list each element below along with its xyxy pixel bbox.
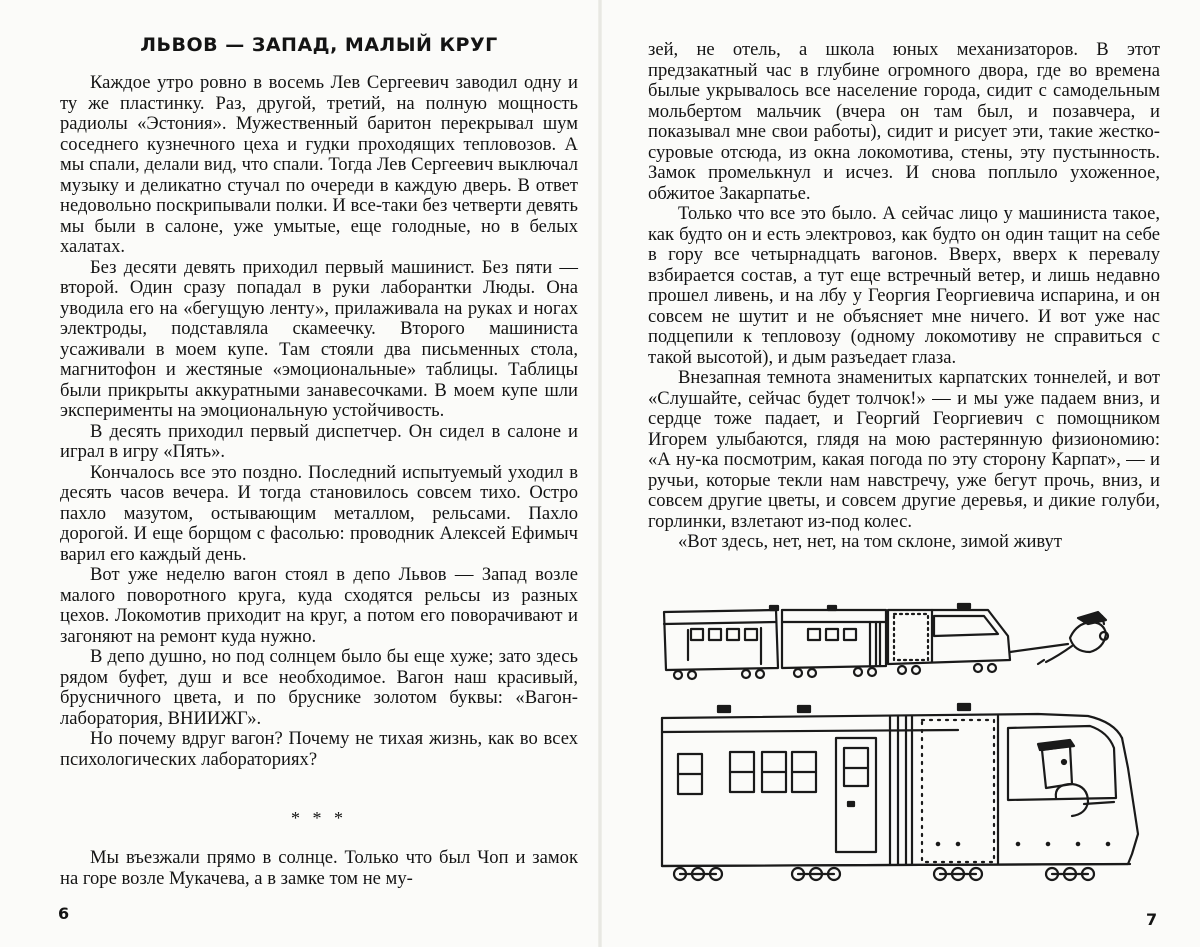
paragraph: Без десяти девять приходил первый машинист. Без пяти — второй. Один сразу попадал в руки лаборантки Люды. Она уводила его на «бегущую ленту», прилаживала на руках и ногах электроды, подставляла скамеечку. Второго машиниста усаживали в моем купе. Там стояли два письменных стола, магнитофон и жестяные «эмоциональные» таблицы. Таблицы были прикрыты аккуратными занавесочками. В моем купе шли эксперименты на эмоциональную устойчивость. [60,256,578,421]
paragraph: Кончалось все это поздно. Последний испытуемый уходил в десять часов вечера. И тогда становилось совсем тихо. Остро пахло мазутом, остывающим металлом, рельсами. Пахло дорогой. И еще борщом с фасолью: проводник Алексей Ефимыч варил его каждый день. [60,461,578,565]
paragraph: «Вот здесь, нет, нет, на том склоне, зимой живут [678,531,1062,552]
section-separator: * * * [291,808,347,828]
paragraph: Каждое утро ровно в восемь Лев Сергеевич заводил одну и ту же пластинку. Раз, другой, третий, на полную мощность радиолы «Эстония». Мужественный баритон перекрывал шум соседнего кузнечного цеха и гудки проходящих тепловозов. А мы спали, делали вид, что спали. Тогда Лев Сергеевич выключал музыку и деликатно стучал по очереди в каждую дверь. В ответ недовольно поскрипывали полки. И все-таки без четверти девять мы были в салоне, уже умытые, еще голодные, но в белых халатах. [60,72,578,257]
paragraph: Внезапная темнота знаменитых карпатских тоннелей, и вот «Слушайте, сейчас будет толчок!» — и мы уже падаем вниз, и сердце тоже падает, и Георгий Георгиевич с помощником Игорем улыбаются, глядя на мою растерянную физиономию: «А ну-ка посмотрим, какая погода по эту сторону Карпат», — и ручьи, которые текли нам навстречу, уже бегут прочь, вниз, и совсем другие цветы, и совсем другие деревья, и дикие голуби, горлинки, взлетают из-под колес. [648,367,1160,532]
chapter-title: ЛЬВОВ — ЗАПАД, МАЛЫЙ КРУГ [140,34,498,56]
paragraph: Только что все это было. А сейчас лицо у машиниста такое, как будто он и есть электровоз, как будто он один тащит на себе в гору все четырнадцать вагонов. Вверх, вверх к перевалу взбирается состав, а тут еще встречный ветер, и лишь недавно прошел ливень, и на лбу у Георгия Георгиевича испарина, и он совсем не шутит и не объясняет мне ничего. И вот уже нас подцепили к тепловозу (одному локомотиву не справиться с такой высотой), и дым разъедает глаза. [648,203,1160,368]
right-page [600,0,1200,947]
train-illustration [658,598,1168,898]
page-number-left: 6 [58,904,70,923]
page-number-right: 7 [1146,910,1158,929]
paragraph: В десять приходил первый диспетчер. Он сидел в салоне и играл в игру «Пять». [60,420,578,462]
left-page-text [60,73,578,770]
paragraph: Но почему вдруг вагон? Почему не тихая жизнь, как во всех психологических лабораториях? [60,728,578,770]
paragraph: В депо душно, но под солнцем было бы еще хуже; зато здесь рядом буфет, душ и все необходимое. Вагон наш красивый, брусничного цвета, и по бруснике золотом буквы: «Вагон-лаборатория, ВНИИЖГ». [60,646,578,729]
paragraph: зей, не отель, а школа юных механизаторов. В этот предзакатный час в глубине огромного двора, где во времена былые укрывалось все население города, сидит с самодельным мольбертом мальчик (вчера он там был, и позавчера, и показывал мне свои работы), сидит и рисует эти, такие жестко-суровые отсюда, из окна локомотива, стены, эту пустынность. Замок промелькнул и исчез. И снова поплыло ухоженное, обжитое Закарпатье. [648,39,1160,204]
right-page-text [648,40,1160,553]
small-train-drawing [664,604,1108,679]
paragraph: Мы въезжали прямо в солнце. Только что был Чоп и замок на горе возле Мукачева, а в замке том не му- [60,847,578,889]
left-page-closing-text [60,848,578,889]
paragraph: Вот уже неделю вагон стоял в депо Львов — Запад возле малого поворотного круга, куда сходятся рельсы из разных цехов. Локомотив приходит на круг, а потом его поворачивают и загоняют на ремонт куда нужно. [60,564,578,647]
large-train-drawing [662,704,1138,880]
